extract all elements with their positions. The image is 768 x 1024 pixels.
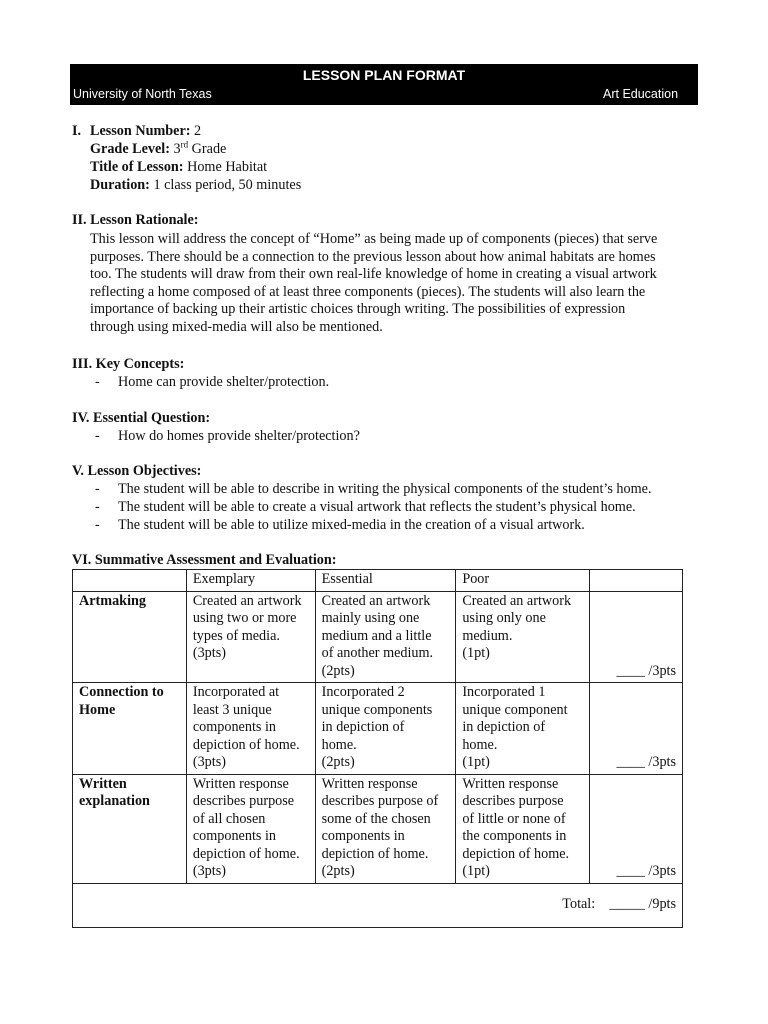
rubric-score-cell: ____ /3pts	[590, 591, 683, 683]
rubric-cell-essential: Created an artwork mainly using one medium and a little of another medium. (2pts)	[315, 591, 456, 683]
header-title: LESSON PLAN FORMAT	[302, 67, 466, 83]
rationale-line: through using mixed-media will also be mentioned.	[90, 318, 383, 335]
duration-label: Duration:	[90, 177, 150, 193]
header-department: Art Education	[603, 87, 679, 101]
rubric-score-cell: ____ /3pts	[590, 683, 683, 775]
lesson-title-value: Home Habitat	[187, 159, 268, 175]
duration-line	[90, 176, 301, 194]
rubric-cell-essential: Incorporated 2 unique components in depiction of home. (2pts)	[315, 683, 456, 775]
rubric-header-cell	[590, 570, 683, 592]
rationale-line: importance of backing up their artistic choices through writing. The possibilities of expression	[90, 301, 626, 317]
rubric-row-artmaking	[73, 591, 683, 683]
lesson-number-value: 2	[194, 123, 202, 139]
rubric-cell-poor: Written response describes purpose of little or none of the components in depiction of home. (1pt)	[456, 774, 590, 883]
rubric-header-row	[73, 570, 683, 592]
section2-heading: II. Lesson Rationale:	[72, 212, 199, 228]
rubric-total-row	[73, 883, 683, 927]
section6-heading: VI. Summative Assessment and Evaluation:	[72, 552, 337, 568]
rubric-header-cell: Essential	[315, 570, 456, 592]
rubric-total-cell	[73, 883, 683, 927]
section5-heading: V. Lesson Objectives:	[72, 463, 202, 479]
header-university: University of North Texas	[73, 87, 212, 101]
section4-heading: IV. Essential Question:	[72, 410, 211, 426]
rubric-header-cell: Exemplary	[186, 570, 315, 592]
rubric-cell-poor: Incorporated 1 unique component in depiction of home. (1pt)	[456, 683, 590, 775]
rubric-row-written	[73, 774, 683, 883]
grade-level-sup: rd	[180, 139, 189, 150]
rubric-row-connection	[73, 683, 683, 775]
rubric-score-cell: ____ /3pts	[590, 774, 683, 883]
section3-heading: III. Key Concepts:	[72, 356, 185, 372]
rubric-row-label: Connection to Home	[73, 683, 187, 775]
rubric-cell-exemplary: Created an artwork using two or more types of media. (3pts)	[186, 591, 315, 683]
rubric-header-cell	[73, 570, 187, 592]
rubric-cell-exemplary: Written response describes purpose of all chosen components in depiction of home. (3pts)	[186, 774, 315, 883]
rationale-line: reflecting a home composed of at least three components (pieces). The students will also learn the	[90, 283, 646, 300]
grade-level-num: 3	[173, 141, 181, 157]
duration-value: 1 class period, 50 minutes	[153, 177, 302, 193]
rubric-cell-essential: Written response describes purpose of some of the chosen components in depiction of home. (2pts)	[315, 774, 456, 883]
total-value: _____ /9pts	[609, 895, 676, 912]
rubric-row-label: Artmaking	[73, 591, 187, 683]
rationale-line: This lesson will address the concept of “Home” as being made up of components (pieces) that serve	[90, 231, 658, 247]
rubric-cell-exemplary: Incorporated at least 3 unique components in depiction of home. (3pts)	[186, 683, 315, 775]
lesson-title-label: Title of Lesson:	[90, 159, 184, 175]
rubric-header-cell: Poor	[456, 570, 590, 592]
rationale-line: purposes. There should be a connection to the previous lesson about how animal habitats are homes	[90, 248, 656, 265]
lesson-number-label: Lesson Number:	[90, 123, 191, 139]
total-label: Total:	[562, 895, 596, 912]
assessment-rubric-table	[72, 569, 683, 928]
section1-heading: I.	[72, 123, 82, 139]
rationale-line: too. The students will draw from their own real-life knowledge of home in creating a visual artwork	[90, 266, 657, 282]
lesson-title-line	[90, 158, 267, 176]
document-header	[70, 64, 698, 105]
grade-level-suffix: Grade	[191, 141, 227, 157]
rubric-cell-poor: Created an artwork using only one medium. (1pt)	[456, 591, 590, 683]
grade-level-line	[90, 140, 226, 158]
grade-level-label: Grade Level:	[90, 141, 170, 157]
lesson-number-line	[90, 122, 201, 140]
rubric-row-label: Written explanation	[73, 774, 187, 883]
rationale-paragraph	[90, 231, 695, 336]
